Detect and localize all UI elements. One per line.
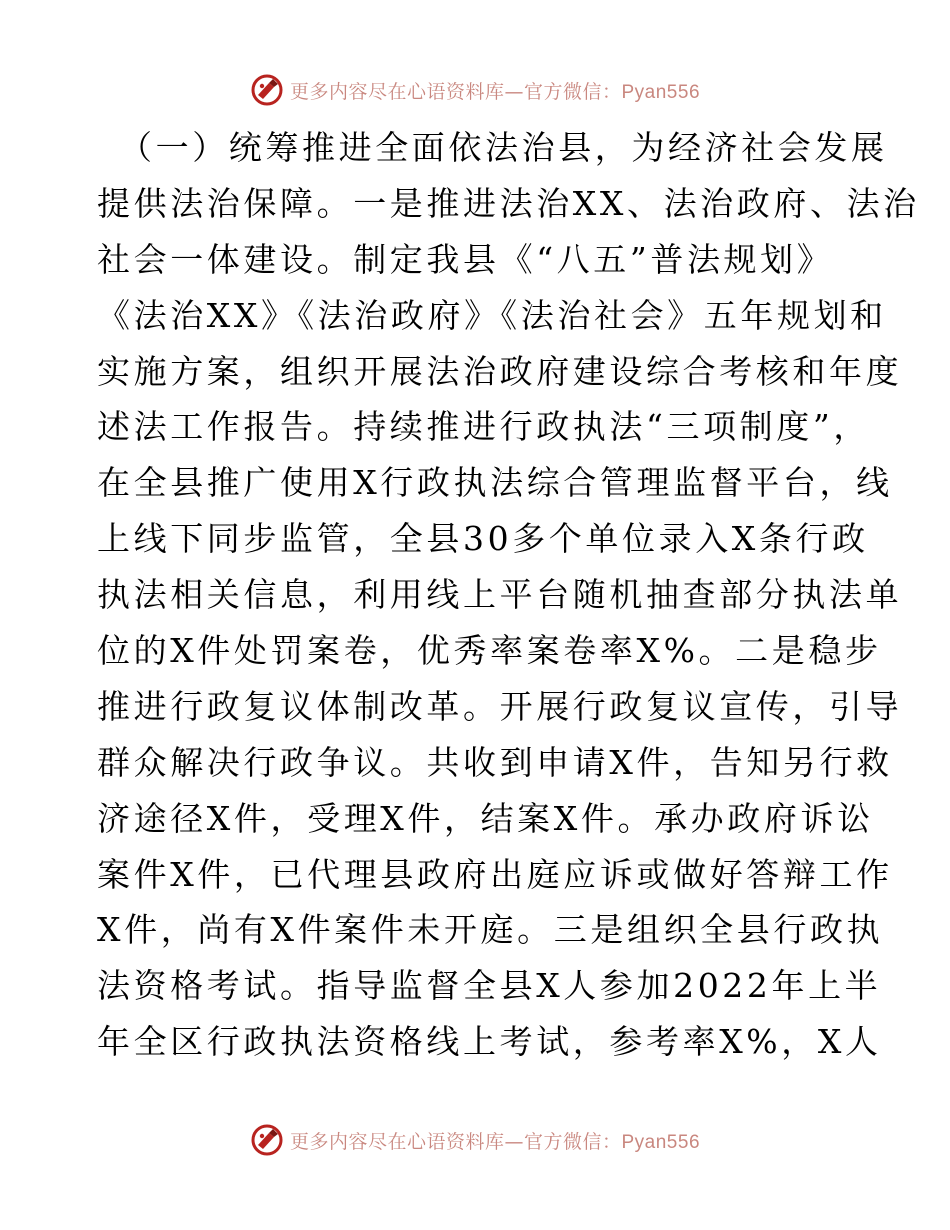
- text-line: 社会一体建设。制定我县《“八五”普法规划》: [97, 239, 834, 279]
- text-line: 《法治XX》《法治政府》《法治社会》五年规划和: [97, 295, 887, 335]
- text-line: 上线下同步监管，全县30多个单位录入X条行政: [97, 519, 869, 559]
- text-line: 实施方案，组织开展法治政府建设综合考核和年度: [97, 351, 903, 391]
- text-line: X件，尚有X件案件未开庭。三是组织全县行政执: [97, 910, 884, 950]
- watermark-dash: —: [504, 1130, 524, 1153]
- watermark-wechat-id: Pyan556: [621, 1131, 701, 1153]
- text-line: 推进行政复议体制改革。开展行政复议宣传，引导: [97, 686, 903, 726]
- text-line: 位的X件处罚案卷，优秀率案卷率X%。二是稳步: [97, 631, 882, 671]
- footer-watermark: [0, 1120, 950, 1160]
- watermark-dash: —: [504, 80, 524, 103]
- watermark-wechat-id: Pyan556: [621, 81, 701, 103]
- text-line: （一）统筹推进全面依法治县，为经济社会发展: [119, 128, 888, 167]
- text-line: 法资格考试。指导监督全县X人参加2022年上半: [97, 966, 882, 1006]
- watermark-text: 更多内容尽在心语资料库: [289, 1130, 505, 1153]
- text-line: 在全县推广使用X行政执法综合管理监督平台，线: [97, 463, 893, 503]
- watermark-wechat-label: 官方微信：: [523, 80, 622, 103]
- text-line: 群众解决行政争议。共收到申请X件，告知另行救: [97, 742, 893, 782]
- watermark-text: 更多内容尽在心语资料库: [289, 80, 505, 103]
- text-line: 执法相关信息，利用线上平台随机抽查部分执法单: [97, 575, 903, 615]
- header-watermark: [0, 70, 950, 110]
- watermark-wechat-label: 官方微信：: [523, 1130, 622, 1153]
- document-body: [97, 120, 920, 1070]
- text-line: 案件X件，已代理县政府出庭应诉或做好答辩工作: [97, 854, 893, 894]
- text-line: 济途径X件，受理X件，结案X件。承办政府诉讼: [97, 798, 874, 838]
- text-line: 述法工作报告。持续推进行政执法“三项制度”，: [97, 407, 870, 447]
- text-line: 提供法治保障。一是推进法治XX、法治政府、法治: [97, 183, 920, 223]
- brand-logo-icon: [250, 1123, 284, 1157]
- brand-logo-icon: [250, 73, 284, 107]
- text-line: 年全区行政执法资格线上考试，参考率X%，X人: [97, 1022, 882, 1062]
